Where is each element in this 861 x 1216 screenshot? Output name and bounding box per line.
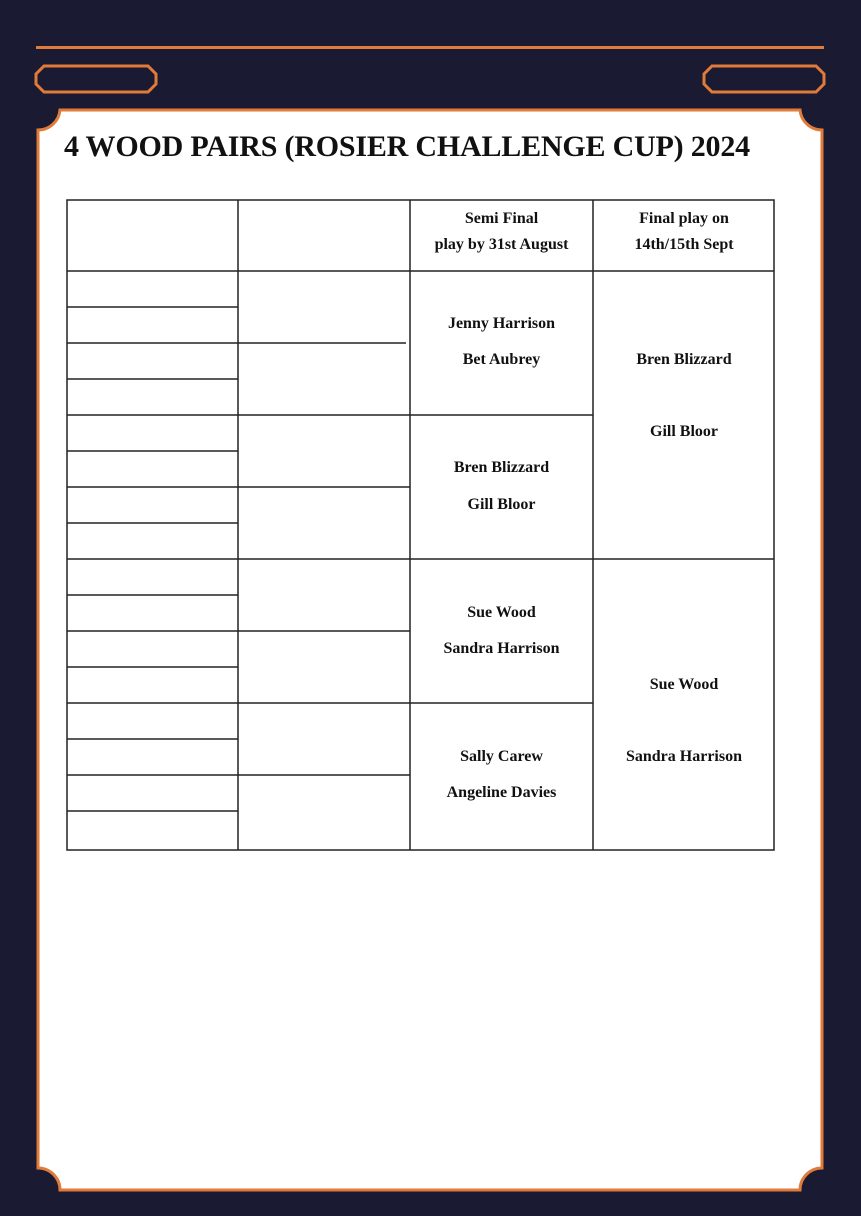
final1-player2: Gill Bloor (650, 423, 718, 440)
semi2-player1: Bren Blizzard (453, 459, 550, 476)
right-tab (704, 66, 824, 92)
final2-player2: Sandra Harrison (625, 748, 742, 765)
header-semi-final (410, 206, 593, 258)
header-final-line1: Final play on (639, 210, 729, 227)
semi2-player2: Gill Bloor (467, 496, 536, 513)
header-semi-line1: Semi Final (464, 210, 539, 227)
semi1-player1: Jenny Harrison (447, 315, 556, 332)
semi3-player2: Sandra Harrison (443, 640, 560, 657)
left-tab (36, 66, 156, 92)
final1-player1: Bren Blizzard (636, 351, 732, 368)
final2-player1: Sue Wood (649, 676, 719, 693)
header-semi-line2: play by 31st August (434, 236, 569, 253)
page-title: 4 WOOD PAIRS (ROSIER CHALLENGE CUP) 2024 (64, 130, 750, 163)
semi3-player1: Sue Wood (467, 604, 536, 621)
semi1-player2: Bet Aubrey (462, 351, 541, 368)
header-final-line2: 14th/15th Sept (634, 236, 734, 253)
semi4-player1: Sally Carew (460, 748, 543, 765)
semi4-player2: Angeline Davies (446, 784, 557, 801)
header-final (593, 206, 775, 258)
